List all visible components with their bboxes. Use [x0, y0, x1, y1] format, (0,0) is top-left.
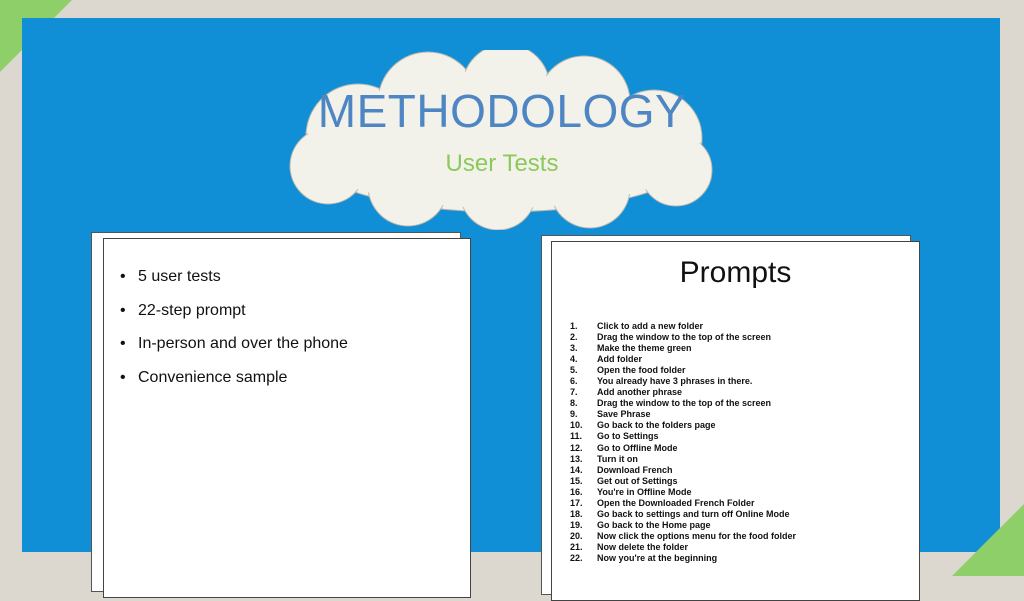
- prompt-number: 7.: [570, 387, 578, 398]
- prompt-item: [570, 376, 796, 387]
- prompt-item: [570, 476, 796, 487]
- prompt-item: [570, 420, 796, 431]
- prompt-number: 4.: [570, 354, 578, 365]
- corner-accent-bottom-right: [952, 504, 1024, 576]
- prompt-item: [570, 553, 796, 564]
- prompt-number: 3.: [570, 343, 578, 354]
- prompt-text: Go back to the folders page: [597, 420, 716, 431]
- prompt-text: Click to add a new folder: [597, 321, 704, 331]
- prompt-item: [570, 321, 796, 332]
- prompt-text: Open the food folder: [597, 365, 686, 376]
- prompt-text: Save Phrase: [597, 409, 651, 420]
- prompt-text: Now delete the folder: [597, 541, 689, 552]
- prompt-number: 10.: [570, 420, 583, 431]
- prompt-text: Drag the window to the top of the screen: [597, 398, 772, 409]
- prompt-number: 22.: [570, 552, 583, 563]
- prompts-card: [551, 241, 920, 601]
- prompt-text: Open the Downloaded French Folder: [597, 497, 755, 508]
- prompt-text: Make the theme green: [597, 343, 692, 354]
- cloud-shape: [278, 50, 726, 230]
- slide-subtitle: User Tests: [445, 150, 559, 177]
- prompt-number: 8.: [570, 398, 578, 409]
- prompt-item: [570, 431, 796, 442]
- prompt-item: [570, 332, 796, 343]
- prompt-item: [570, 454, 796, 465]
- prompt-number: 21.: [570, 541, 583, 552]
- prompt-number: 19.: [570, 519, 583, 530]
- prompt-number: 14.: [570, 464, 583, 475]
- left-card: [103, 238, 471, 598]
- bullet-list: [120, 267, 348, 401]
- prompt-item: [570, 354, 796, 365]
- prompt-text: Drag the window to the top of the screen: [597, 332, 772, 343]
- prompt-text: Go back to the Home page: [597, 519, 711, 530]
- prompts-title: Prompts: [679, 256, 792, 289]
- prompt-text: Now you're at the beginning: [597, 552, 718, 563]
- prompt-item: [570, 398, 796, 409]
- prompt-number: 6.: [570, 376, 578, 387]
- prompt-item: [570, 520, 796, 531]
- prompt-text: Go to Offline Mode: [597, 442, 678, 453]
- prompt-item: [570, 542, 796, 553]
- prompt-number: 12.: [570, 442, 583, 453]
- prompt-number: 2.: [570, 332, 578, 343]
- prompt-text: Get out of Settings: [597, 475, 678, 486]
- prompt-text: Download French: [597, 464, 673, 475]
- prompt-item: [570, 443, 796, 454]
- prompt-text: Add folder: [597, 354, 642, 365]
- prompt-text: Now click the options menu for the food folder: [597, 530, 797, 541]
- prompt-number: 18.: [570, 508, 583, 519]
- prompt-item: [570, 343, 796, 354]
- prompt-text: Go to Settings: [597, 431, 659, 442]
- prompt-text: Add another phrase: [597, 387, 683, 398]
- prompt-number: 15.: [570, 475, 583, 486]
- prompt-item: [570, 365, 796, 376]
- title-cloud: [278, 50, 726, 230]
- prompt-number: 13.: [570, 453, 583, 464]
- prompt-item: [570, 498, 796, 509]
- prompt-text: You're in Offline Mode: [597, 486, 692, 497]
- slide-title: METHODOLOGY: [317, 85, 687, 137]
- prompt-number: 17.: [570, 497, 583, 508]
- bullet-item: • 22-step prompt: [120, 301, 348, 335]
- prompt-number: 16.: [570, 486, 583, 497]
- prompt-item: [570, 509, 796, 520]
- bullet-item: • In-person and over the phone: [120, 334, 348, 368]
- prompt-number: 5.: [570, 365, 578, 376]
- prompt-item: [570, 487, 796, 498]
- prompt-text: Turn it on: [597, 453, 638, 464]
- prompt-number: 11.: [570, 431, 583, 442]
- prompt-number: 1.: [570, 321, 578, 331]
- prompt-item: [570, 531, 796, 542]
- prompt-text: Go back to settings and turn off Online Mode: [597, 508, 790, 519]
- prompt-item: [570, 387, 796, 398]
- bullet-item: • 5 user tests: [120, 267, 348, 301]
- bullet-item: • Convenience sample: [120, 368, 348, 402]
- prompt-item: [570, 409, 796, 420]
- prompt-text: You already have 3 phrases in there.: [597, 376, 753, 387]
- prompt-number: 20.: [570, 530, 583, 541]
- prompt-list: [570, 321, 796, 564]
- prompt-number: 9.: [570, 409, 578, 420]
- prompt-item: [570, 465, 796, 476]
